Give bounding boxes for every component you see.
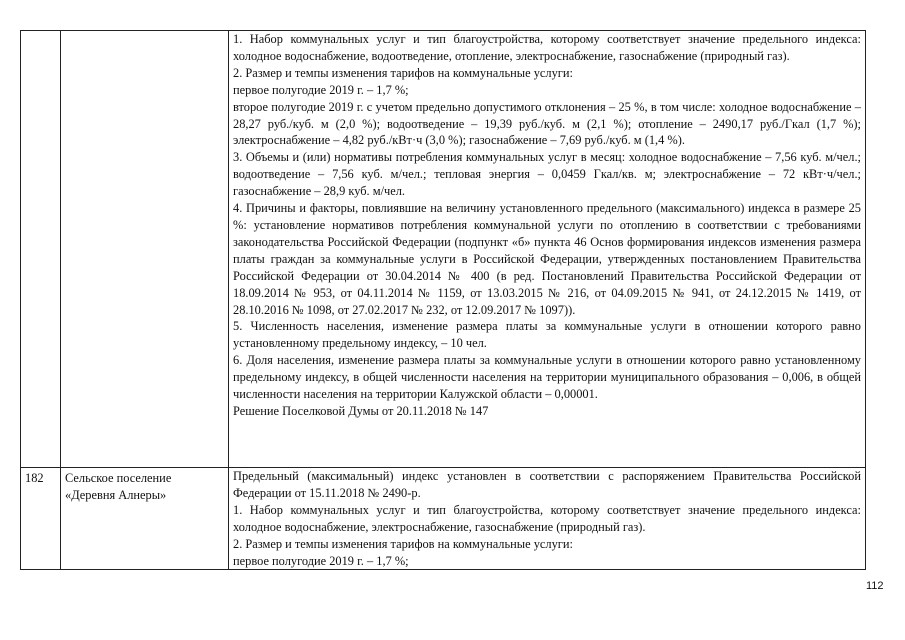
paragraph: 2. Размер и темпы изменения тарифов на коммунальные услуги: bbox=[233, 536, 573, 551]
decision-reference: Решение Поселковой Думы от 20.11.2018 № 147 bbox=[233, 403, 489, 418]
description-cell bbox=[229, 31, 866, 468]
paragraph: 1. Набор коммунальных услуг и тип благоустройства, которому соответствует значение предельного индекса: холодное водоснабжение, водоотведение, отопление, электроснабжение, газоснабжение (природный газ). bbox=[233, 32, 861, 63]
paragraph: первое полугодие 2019 г. – 1,7 %; bbox=[233, 553, 409, 568]
paragraph: 3. Объемы и (или) нормативы потребления коммунальных услуг в месяц: холодное водоснабжение – 7,56 куб. м/чел.; водоотведение – 7,56 куб. м/чел.; тепловая энергия – 0,0459 Гкал/кв. м; электроснабжение – 72 кВт·ч/чел.; газоснабжение – 28,9 куб. м/чел. bbox=[233, 150, 861, 199]
paragraph: 2. Размер и темпы изменения тарифов на коммунальные услуги: bbox=[233, 65, 573, 80]
page-number: 112 bbox=[866, 580, 884, 592]
paragraph: 6. Доля населения, изменение размера платы за коммунальные услуги в отношении которого равно установленному предельному индексу, в общей численности населения на территории муниципального образования – 0,006, в общей численности населения на территории Калужской области – 0,00001. bbox=[233, 353, 861, 402]
tariff-table bbox=[20, 30, 866, 570]
settlement-cell bbox=[61, 468, 229, 570]
paragraph: второе полугодие 2019 г. с учетом предельно допустимого отклонения – 25 %, в том числе: холодное водоснабжение – 28,27 руб./куб. м (2,0 %); водоотведение – 19,39 руб./куб. м (2,1 %); отопление – 2490,17 руб./Гкал (1,7 %); электроснабжение – 4,82 руб./кВт·ч (3,0 %); газоснабжение – 7,69 руб./куб. м (1,4 %). bbox=[233, 99, 861, 148]
paragraph: 5. Численность населения, изменение размера платы за коммунальные услуги в отношении которого равно установленному предельному индексу, – 10 чел. bbox=[233, 319, 861, 351]
paragraph: 4. Причины и факторы, повлиявшие на величину установленного предельного (максимального) индекса в размере 25 %: установление нормативов потребления коммунальной услуги по отоплению в соответствии с требованиями законодательства Российской Федерации (подпункт «б» пункта 46 Основ формирования индексов изменения размера платы граждан за коммунальные услуги в Российской Федерации, утвержденных постановлением Правительства Российской Федерации от 30.04.2014 № 400 (в ред. Постановлений Правительства Российской Федерации от 18.09.2014 № 953, от 04.11.2014 № 1159, от 13.03.2015 № 216, от 04.09.2015 № 941, от 24.12.2015 № 1419, от 28.10.2016 № 1098, от 27.02.2017 № 232, от 12.09.2017 № 1097)). bbox=[233, 201, 861, 317]
settlement-cell bbox=[61, 31, 229, 468]
settlement-name: Сельское поселение «Деревня Алнеры» bbox=[65, 471, 172, 502]
row-number: 182 bbox=[25, 471, 44, 485]
paragraph: первое полугодие 2019 г. – 1,7 %; bbox=[233, 82, 409, 97]
table-row bbox=[21, 468, 866, 570]
description-cell bbox=[229, 468, 866, 570]
row-number-cell bbox=[21, 468, 61, 570]
paragraph: 1. Набор коммунальных услуг и тип благоустройства, которому соответствует значение предельного индекса: холодное водоснабжение, электроснабжение, газоснабжение (природный газ). bbox=[233, 502, 861, 534]
row-number bbox=[25, 31, 56, 33]
settlement-name bbox=[65, 31, 224, 33]
row-number-cell bbox=[21, 31, 61, 468]
table-row bbox=[21, 31, 866, 468]
paragraph: Предельный (максимальный) индекс установлен в соответствии с распоряжением Правительства Российской Федерации от 15.11.2018 № 2490-р. bbox=[233, 469, 861, 500]
